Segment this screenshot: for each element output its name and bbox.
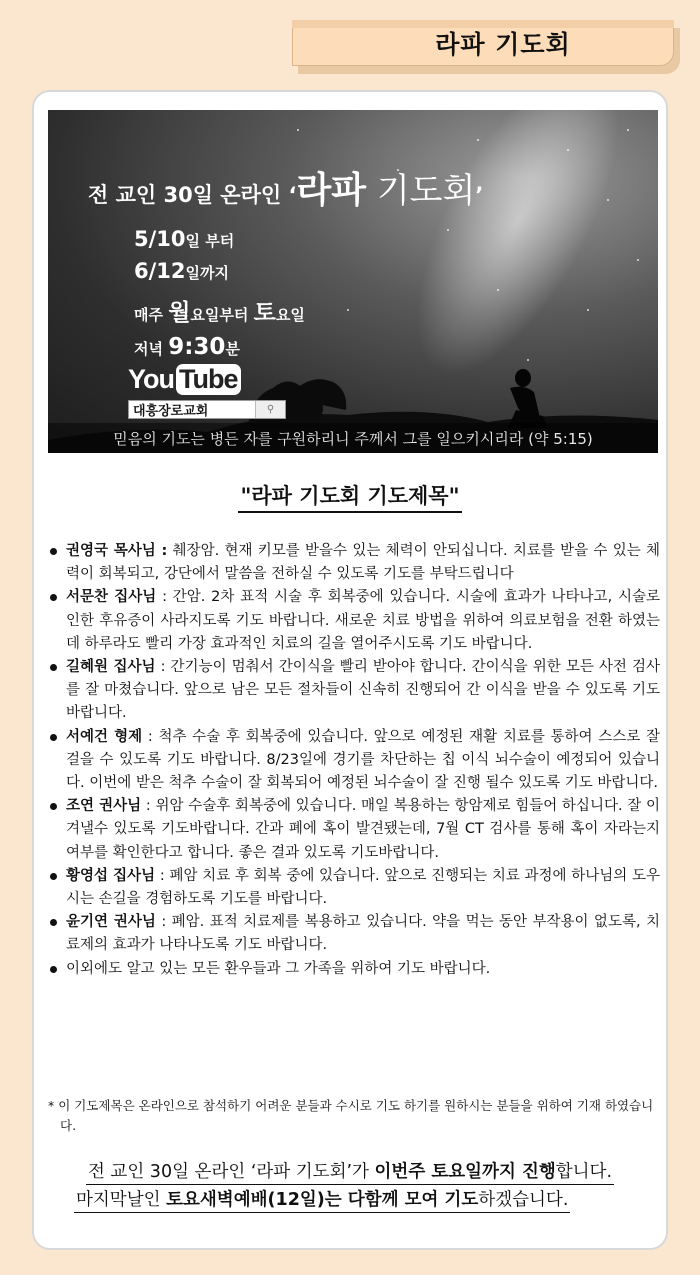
banner-title-big: 라파: [296, 170, 367, 211]
list-item: [48, 911, 660, 957]
item-name: 길혜원 집사님: [66, 659, 156, 676]
week-mon: 월: [168, 300, 191, 326]
content-card: [32, 90, 668, 1250]
time-pre: 저녁: [134, 340, 169, 358]
banner-dates: [134, 224, 234, 288]
list-item: [48, 540, 660, 586]
item-text: 이외에도 알고 있는 모든 환우들과 그 가족을 위하여 기도 바랍니다.: [66, 960, 491, 977]
closing-line-2: [74, 1186, 570, 1213]
youtube-search-box: [128, 400, 286, 419]
item-text: : 간암. 2차 표적 시술 후 회복중에 있습니다. 시술에 효과가 나타나고, 시술로 인한 후유증이 사라지도록 기도 바랍니다. 새로운 치료 방법을 위하여 의료보험을 전환 하였는데 하루라도 빨리 가장 효과적인 치료의 길을 열어주시도록 기도 바랍니다.: [66, 589, 660, 652]
youtube-you: You: [128, 364, 174, 394]
header-title-text: 라파 기도회: [435, 30, 571, 59]
prayer-heading: [34, 480, 666, 510]
prayer-heading-text: "라파 기도회 기도제목": [238, 484, 461, 513]
time-value: 9:30: [168, 334, 226, 360]
list-item: [48, 958, 660, 981]
week-pre: 매주: [134, 306, 169, 324]
item-name: 조연 권사님: [66, 798, 142, 815]
time-post: 분: [225, 340, 240, 358]
item-text: : 위암 수술후 회복중에 있습니다. 매일 복용하는 항암제로 힘들어 하십니다. 잘 이겨낼수 있도록 기도바랍니다. 간과 폐에 혹이 발견됐는데, 7월 CT 검사를 통해 혹이 자라는지 여부를 확인한다고 합니다. 좋은 결과 있도록 기도바랍니다.: [66, 798, 660, 861]
item-text: : 폐암 치료 후 회복 중에 있습니다. 앞으로 진행되는 치료 과정에 하나님의 도우시는 손길을 경험하도록 기도를 바랍니다.: [66, 867, 660, 908]
closing-line-1: [34, 1158, 666, 1185]
week-mid: 요일부터: [190, 306, 254, 324]
date-from: 5/10: [134, 227, 186, 251]
youtube-logo: [128, 364, 238, 398]
banner-schedule: [134, 296, 305, 364]
footnote: * 이 기도제목은 온라인으로 참석하기 어려운 분들과 수시로 기도 하기를 원하시는 분들을 위하여 기재 하였습니다.: [48, 1098, 654, 1133]
banner-title-pre: 전 교인 30일 온라인 ‘: [88, 183, 297, 207]
week-post: 요일: [275, 306, 305, 324]
list-item: [48, 726, 660, 796]
item-name: 서문찬 집사님: [66, 589, 157, 606]
header-title: [292, 20, 674, 66]
banner-title-end: ’: [475, 183, 484, 207]
kneeling-figure: [508, 369, 548, 428]
item-text: : 척추 수술 후 회복중에 있습니다. 앞으로 예정된 재활 치료를 통하여 스스로 잘 걸을 수 있도록 기도 바랍니다. 8/23일에 경기를 차단하는 칩 이식 뇌수술이 예정되어 있습니다. 이번에 받은 척추 수술이 잘 회복되어 예정된 뇌수술이 잘 진행 될수 있도록 기도 바랍니다.: [66, 728, 660, 792]
youtube-search-text: 대흥장로교회: [133, 404, 209, 419]
date-to: 6/12: [134, 259, 186, 283]
closing1-pre: 전 교인 30일 온라인 ‘라파 기도회’가: [87, 1162, 375, 1182]
item-name: 서예건 형제: [66, 728, 143, 745]
item-name: 윤기연 권사님: [66, 914, 156, 931]
closing2-pre: 마지막날인: [76, 1190, 167, 1210]
item-text: : 폐암. 표적 치료제를 복용하고 있습니다. 약을 먹는 동안 부작용이 없도록, 치료제의 효과가 나타나도록 기도 바랍니다.: [66, 914, 661, 954]
prayer-list: [48, 540, 660, 981]
item-name: 황영섭 집사님: [66, 867, 156, 884]
banner-title-post: 기도회: [366, 171, 476, 211]
closing1-post: 합니다.: [555, 1162, 613, 1182]
week-sat: 토: [253, 300, 276, 326]
closing1-bold: 이번주 토요일까지 진행: [374, 1162, 556, 1182]
event-banner: [48, 110, 658, 453]
item-name: 권영국 목사님 :: [66, 543, 168, 559]
search-icon: ⚲: [255, 401, 285, 418]
banner-title: [88, 162, 483, 213]
bible-verse: 믿음의 기도는 병든 자를 구원하리니 주께서 그를 일으키시리라 (약 5:15): [48, 423, 658, 453]
list-item: [48, 656, 660, 726]
date-from-suffix: 일 부터: [185, 232, 235, 250]
date-to-suffix: 일까지: [185, 264, 229, 282]
item-text: : 간기능이 멈춰서 간이식을 빨리 받아야 합니다. 간이식을 위한 모든 사전 검사를 잘 마쳤습니다. 앞으로 남은 모든 절차들이 신속히 진행되어 간 이식을 받을 수 있도록 기도 바랍니다.: [66, 659, 660, 722]
item-text: 췌장암. 현재 키모를 받을수 있는 체력이 안되십니다. 치료를 받을 수 있는 체력이 회복되고, 강단에서 말씀을 전하실 수 있도록 기도를 부탁드립니다: [66, 543, 660, 583]
list-item: [48, 586, 660, 656]
closing2-post: 하겠습니다.: [478, 1190, 569, 1210]
closing2-bold: 토요새벽예배(12일)는 다함께 모여 기도: [166, 1190, 479, 1210]
list-item: [48, 865, 660, 911]
youtube-tube: Tube: [176, 364, 241, 395]
list-item: [48, 795, 660, 865]
